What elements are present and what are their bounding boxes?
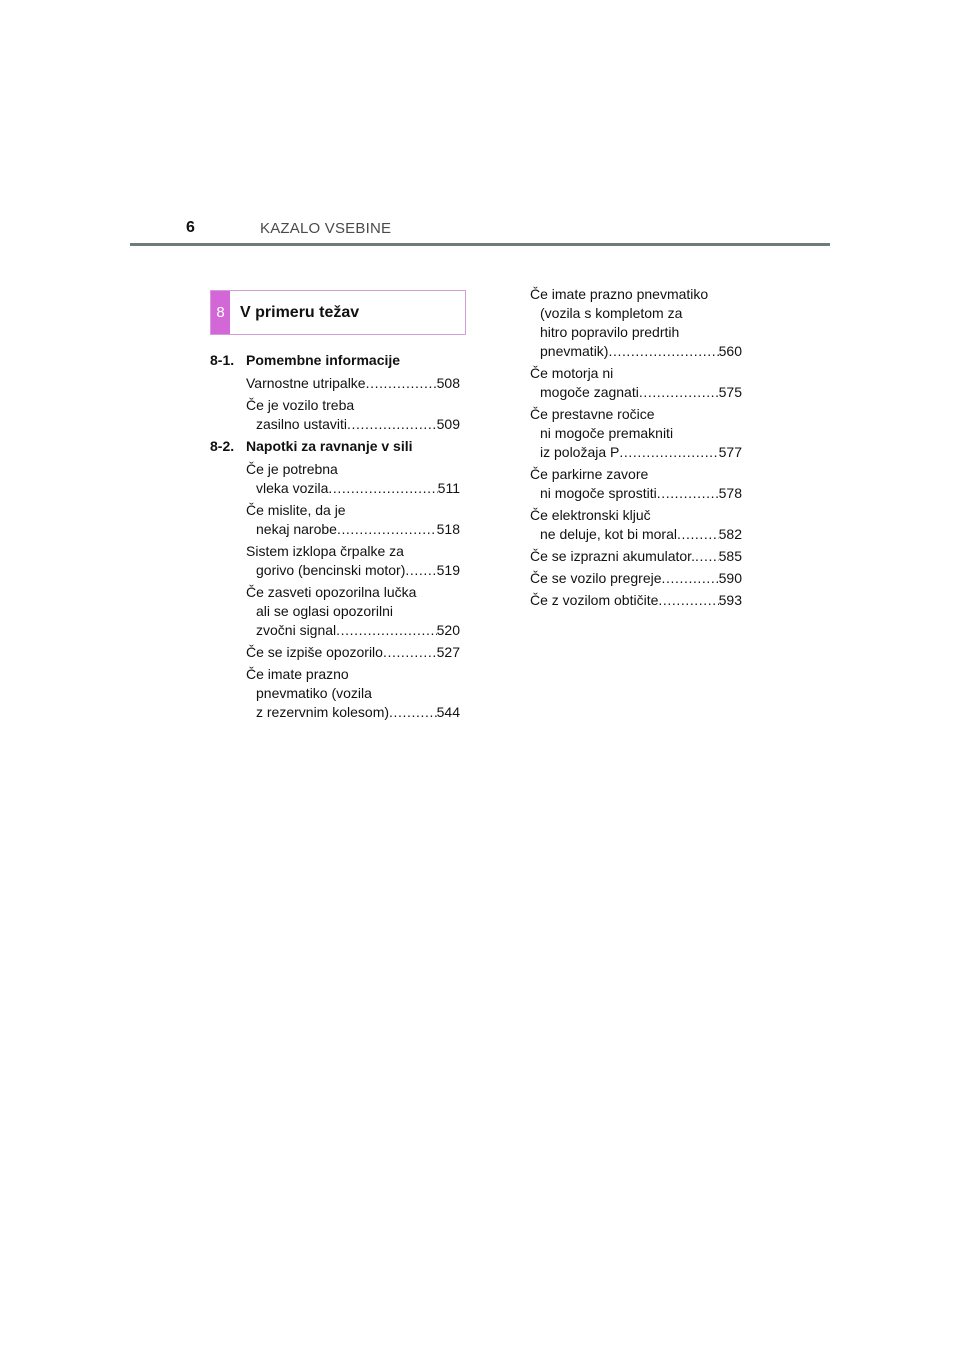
toc-entry[interactable] xyxy=(210,460,460,498)
toc-entry-line: (vozila s kompletom za xyxy=(540,305,683,321)
toc-entry-text: gorivo (bencinski motor) xyxy=(256,562,406,578)
header-title: KAZALO VSEBINE xyxy=(260,220,392,237)
toc-page-number: 560 xyxy=(718,343,742,359)
section-title: V primeru težav xyxy=(240,304,360,321)
toc-page-number: 593 xyxy=(718,592,742,608)
toc-page-number: 508 xyxy=(436,375,460,391)
toc-page-number: 527 xyxy=(436,644,460,660)
toc-entry-line: Če mislite, da je xyxy=(246,502,346,518)
toc-entry-last-line xyxy=(246,374,460,393)
toc-entry-last-line xyxy=(530,484,742,503)
toc-entry-text: z rezervnim kolesom) xyxy=(256,704,390,720)
toc-entry-text: nekaj narobe xyxy=(256,521,337,537)
toc-entry-last-line xyxy=(530,569,742,588)
toc-entry-line: Če je vozilo treba xyxy=(246,397,355,413)
dot-leader xyxy=(347,415,437,434)
toc-entry-text: vleka vozila xyxy=(256,480,329,496)
dot-leader xyxy=(328,479,437,498)
section-heading-box xyxy=(210,290,466,335)
dot-leader xyxy=(366,374,437,393)
dot-leader xyxy=(662,569,719,588)
toc-page-number: 544 xyxy=(436,704,460,720)
toc-entry-line: Če parkirne zavore xyxy=(530,466,649,482)
dot-leader xyxy=(336,621,436,640)
toc-entry-last-line xyxy=(246,479,460,498)
dot-leader xyxy=(695,547,719,566)
toc-page-number: 518 xyxy=(436,521,460,537)
dot-leader xyxy=(405,561,436,580)
dot-leader xyxy=(677,525,719,544)
toc-entry-last-line xyxy=(530,525,742,544)
toc-entry-last-line xyxy=(246,415,460,434)
toc-entry-line: Sistem izklopa črpalke za xyxy=(246,543,404,559)
toc-entry-line: Če prestavne ročice xyxy=(530,406,655,422)
toc-page-number: 509 xyxy=(436,416,460,432)
toc-entry-line: Če motorja ni xyxy=(530,365,614,381)
toc-entry[interactable] xyxy=(530,285,742,361)
toc-entry[interactable] xyxy=(530,364,742,402)
toc-page-number: 575 xyxy=(718,384,742,400)
toc-entry-last-line xyxy=(246,621,460,640)
toc-entry[interactable] xyxy=(530,569,742,588)
dot-leader xyxy=(639,383,719,402)
toc-entry-last-line xyxy=(530,547,742,566)
toc-entry-text: mogoče zagnati xyxy=(540,384,639,400)
toc-entry-text: Varnostne utripalke xyxy=(246,375,366,391)
toc-entry-text: Če se izpiše opozorilo xyxy=(246,644,383,660)
toc-left-column xyxy=(210,351,460,725)
toc-entry-text: iz položaja P xyxy=(540,444,620,460)
toc-group-heading[interactable] xyxy=(210,351,460,370)
toc-entry-text: Če z vozilom obtičite xyxy=(530,592,659,608)
toc-group-number: 8-1. xyxy=(210,352,235,368)
toc-entry-last-line xyxy=(530,443,742,462)
dot-leader xyxy=(658,591,718,610)
toc-entry-last-line xyxy=(530,342,742,361)
toc-entry-text: Če se izprazni akumulator. xyxy=(530,548,695,564)
toc-page-number: 590 xyxy=(718,570,742,586)
toc-entry-text: ne deluje, kot bi moral xyxy=(540,526,677,542)
toc-entry[interactable] xyxy=(210,643,460,662)
toc-page-number: 577 xyxy=(718,444,742,460)
toc-entry-text: Če se vozilo pregreje xyxy=(530,570,662,586)
toc-entry[interactable] xyxy=(530,591,742,610)
toc-entry-line: pnevmatiko (vozila xyxy=(256,685,372,701)
toc-entry-line: Če imate prazno pnevmatiko xyxy=(530,286,709,302)
toc-entry-text: pnevmatik) xyxy=(540,343,609,359)
dot-leader xyxy=(389,703,437,722)
toc-entry-line: ni mogoče premakniti xyxy=(540,425,674,441)
toc-entry-line: Če zasveti opozorilna lučka xyxy=(246,584,417,600)
toc-page-number: 520 xyxy=(436,622,460,638)
toc-entry[interactable] xyxy=(210,542,460,580)
toc-entry-last-line xyxy=(246,643,460,662)
dot-leader xyxy=(337,520,437,539)
toc-entry-last-line xyxy=(246,520,460,539)
toc-entry[interactable] xyxy=(210,374,460,393)
toc-page-number: 511 xyxy=(437,480,460,496)
section-number-tab: 8 xyxy=(211,291,230,334)
page-number: 6 xyxy=(186,219,195,236)
dot-leader xyxy=(657,484,719,503)
toc-entry-line: Če elektronski ključ xyxy=(530,507,651,523)
toc-page-number: 585 xyxy=(718,548,742,564)
toc-entry[interactable] xyxy=(210,501,460,539)
dot-leader xyxy=(608,342,718,361)
toc-entry[interactable] xyxy=(210,396,460,434)
header-rule xyxy=(130,243,830,246)
toc-entry-line: hitro popravilo predrtih xyxy=(540,324,680,340)
dot-leader xyxy=(619,443,718,462)
toc-entry[interactable] xyxy=(530,465,742,503)
toc-entry[interactable] xyxy=(210,583,460,640)
toc-entry-line: Če imate prazno xyxy=(246,666,349,682)
toc-right-column xyxy=(530,285,742,613)
toc-entry-last-line xyxy=(530,383,742,402)
toc-entry-last-line xyxy=(246,561,460,580)
toc-entry[interactable] xyxy=(210,665,460,722)
toc-page-number: 582 xyxy=(718,526,742,542)
toc-entry[interactable] xyxy=(530,405,742,462)
toc-page-number: 578 xyxy=(718,485,742,501)
toc-entry-text: zasilno ustaviti xyxy=(256,416,348,432)
toc-group-heading[interactable] xyxy=(210,437,460,456)
dot-leader xyxy=(383,643,437,662)
toc-entry-last-line xyxy=(530,591,742,610)
toc-entry-last-line xyxy=(246,703,460,722)
page-header xyxy=(130,216,830,246)
toc-group-number: 8-2. xyxy=(210,438,235,454)
toc-entry-text: ni mogoče sprostiti xyxy=(540,485,657,501)
toc-entry-line: Če je potrebna xyxy=(246,461,338,477)
toc-entry[interactable] xyxy=(530,506,742,544)
toc-entry[interactable] xyxy=(530,547,742,566)
toc-entry-line: ali se oglasi opozorilni xyxy=(256,603,393,619)
toc-group-title: Napotki za ravnanje v sili xyxy=(246,438,413,454)
toc-page-number: 519 xyxy=(436,562,460,578)
toc-group-title: Pomembne informacije xyxy=(246,352,401,368)
toc-entry-text: zvočni signal xyxy=(256,622,337,638)
